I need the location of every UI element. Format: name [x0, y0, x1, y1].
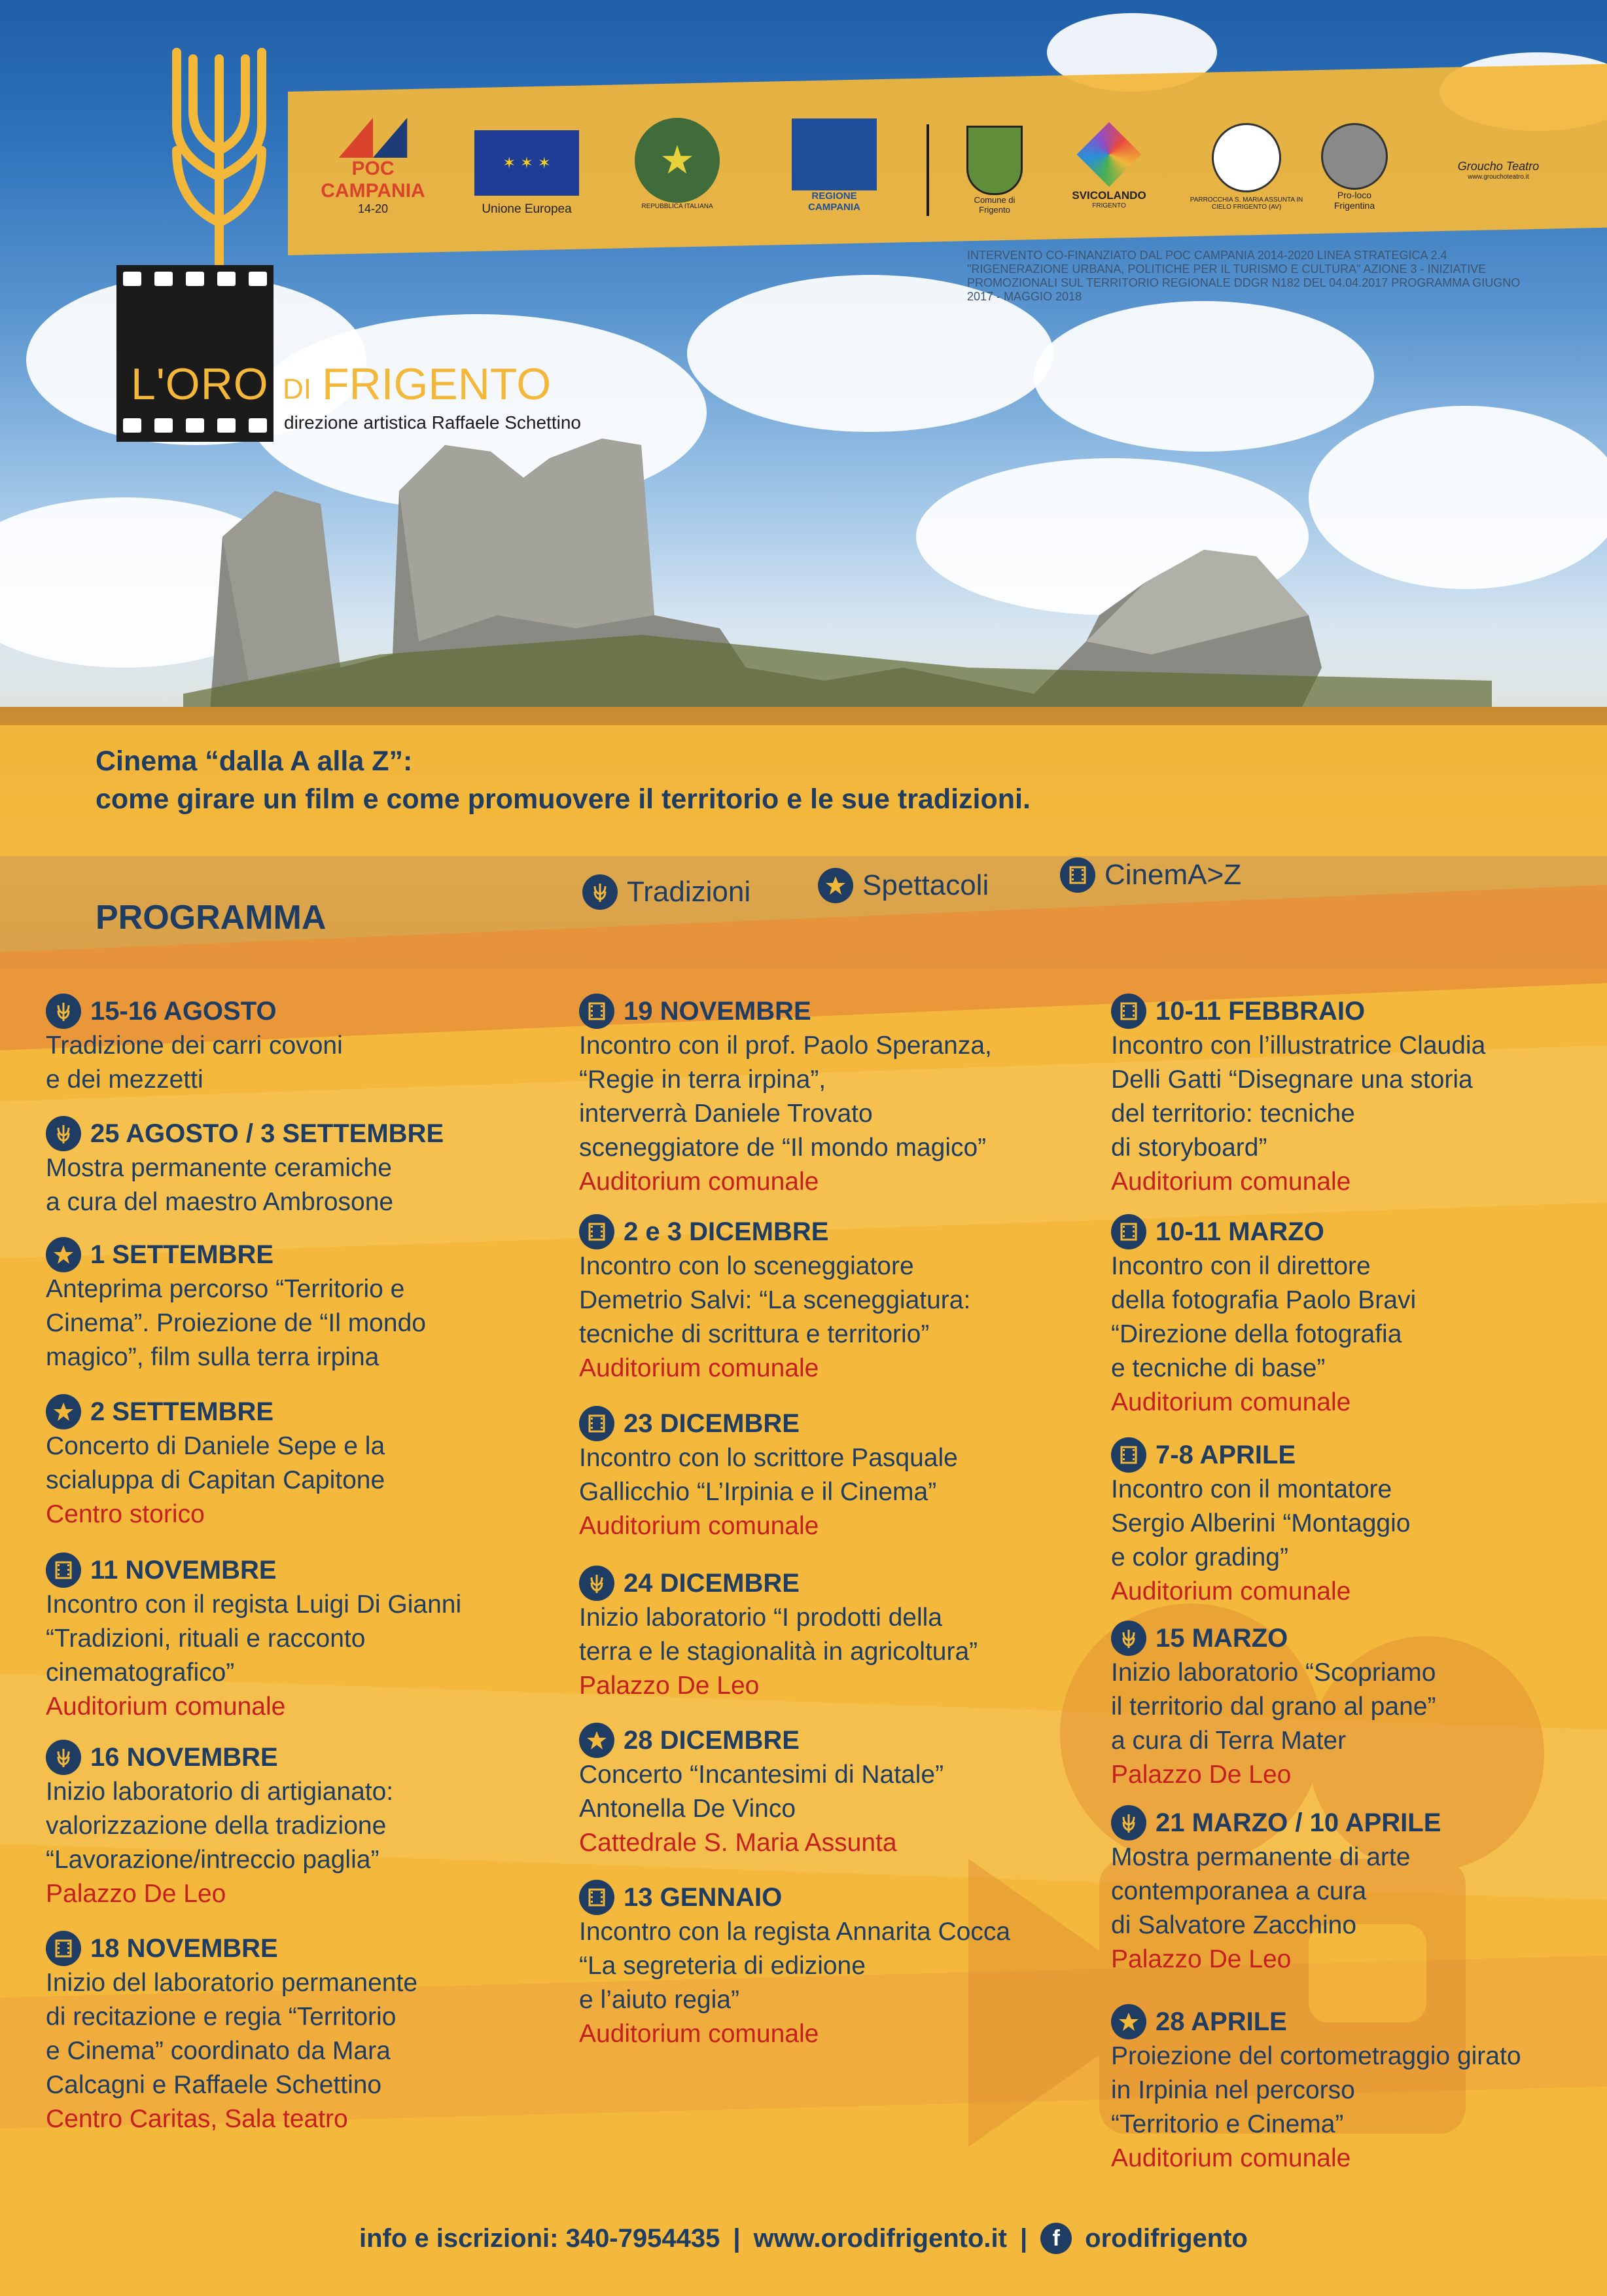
footer	[0, 2193, 1607, 2284]
title-line-1: Cinema “dalla A alla Z”:	[96, 745, 413, 777]
event-location: Auditorium comunale	[579, 1512, 819, 1540]
groucho-sub: www.grouchoteatro.it	[1468, 173, 1529, 181]
brand-frigento: FRIGENTO	[322, 359, 552, 409]
event-item	[46, 1552, 461, 1724]
event-date: 2 e 3 DICEMBRE	[624, 1217, 829, 1246]
event-date: 16 NOVEMBRE	[90, 1743, 278, 1772]
legend-cinema	[1060, 857, 1241, 893]
event-location: Auditorium comunale	[1111, 2144, 1351, 2172]
footer-separator: |	[733, 2223, 741, 2253]
event-date-row	[1111, 1437, 1410, 1473]
event-description: Inizio laboratorio di artigianato: valorizzazione della tradizione “Lavorazione/intreccio paglia”	[46, 1778, 394, 1874]
parrocchia-label: PARROCCHIA S. MARIA ASSUNTA IN CIELO FRIGENTO (AV)	[1190, 196, 1303, 211]
event-description: Proiezione del cortometraggio girato in Irpinia nel percorso “Territorio e Cinema”	[1111, 2042, 1521, 2138]
event-location: Auditorium comunale	[1111, 1168, 1351, 1196]
legend-label: CinemA>Z	[1104, 859, 1242, 891]
repubblica-logo	[628, 111, 726, 216]
svicolando-logo	[1060, 121, 1158, 219]
event-date-row	[1111, 994, 1485, 1029]
event-date-row	[1111, 2004, 1521, 2039]
event-description: Incontro con il regista Luigi Di Gianni “Tradizioni, rituali e racconto cinematografico”	[46, 1590, 462, 1687]
event-location: Palazzo De Leo	[579, 1672, 760, 1700]
eu-logo	[471, 124, 582, 223]
event-date: 15 MARZO	[1156, 1624, 1288, 1653]
event-date-row	[1111, 1805, 1441, 1840]
event-date: 24 DICEMBRE	[624, 1569, 800, 1598]
event-date: 1 SETTEMBRE	[90, 1240, 274, 1269]
groucho-label: Groucho Teatro	[1457, 160, 1540, 173]
event-item	[1111, 2004, 1521, 2176]
event-description: Incontro con l’illustratrice Claudia Delli Gatti “Disegnare una storia del territorio: tecniche di storyboard”	[1111, 1031, 1486, 1162]
wheat-icon	[1111, 1805, 1146, 1840]
event-date: 10-11 FEBBRAIO	[1156, 997, 1366, 1026]
event-date: 28 APRILE	[1156, 2007, 1287, 2036]
event-date-row	[579, 1406, 958, 1441]
event-location: Cattedrale S. Maria Assunta	[579, 1829, 897, 1857]
svicolando-sub: FRIGENTO	[1092, 202, 1126, 209]
film-icon	[1111, 1437, 1146, 1473]
event-item	[1111, 1621, 1436, 1792]
event-item	[579, 1214, 970, 1386]
event-description: Incontro con lo sceneggiatore Demetrio Salvi: “La sceneggiatura: tecniche di scrittura e territorio”	[579, 1252, 971, 1348]
event-date-row	[46, 994, 343, 1029]
comune-label: Comune di Frigento	[974, 195, 1015, 215]
legend-tradizioni	[582, 874, 751, 910]
film-holes	[123, 418, 267, 435]
brand-subtitle: direzione artistica Raffaele Schettino	[284, 412, 581, 433]
programma-heading: PROGRAMMA	[96, 899, 327, 937]
event-date-row	[46, 1394, 385, 1429]
event-item	[579, 1566, 978, 1703]
wheat-icon	[46, 1116, 81, 1151]
event-description: Incontro con il prof. Paolo Speranza, “Regie in terra irpina”, interverrà Daniele Trovato sceneggiatore de “Il mondo magico”	[579, 1031, 992, 1162]
wheat-logo-icon	[170, 46, 268, 281]
event-date-row	[1111, 1621, 1436, 1656]
star-icon	[818, 868, 853, 903]
event-item	[46, 1394, 385, 1532]
event-item	[1111, 1437, 1410, 1609]
event-date-row	[46, 1931, 417, 1966]
wheat-icon	[579, 1566, 614, 1601]
legend-label: Spettacoli	[862, 869, 989, 901]
event-date-row	[579, 1880, 1010, 1915]
poc-label: POC CAMPANIA	[321, 158, 425, 202]
star-icon	[46, 1237, 81, 1272]
event-date-row	[46, 1116, 444, 1151]
film-holes	[123, 272, 267, 289]
comune-shield-icon	[966, 126, 1023, 195]
wheat-icon	[46, 994, 81, 1029]
proloco-label: Pro-loco Frigentina	[1333, 190, 1375, 211]
event-item	[46, 1740, 393, 1911]
event-location: Auditorium comunale	[1111, 1388, 1351, 1416]
svicolando-icon	[1077, 122, 1142, 187]
film-icon	[1060, 857, 1095, 893]
event-date: 11 NOVEMBRE	[90, 1556, 277, 1585]
event-date-row	[579, 1214, 970, 1249]
parrocchia-seal-icon	[1212, 123, 1281, 192]
event-date-row	[46, 1552, 461, 1588]
star-icon	[46, 1394, 81, 1429]
event-location: Auditorium comunale	[46, 1693, 286, 1721]
wheat-icon	[582, 874, 618, 910]
event-title	[96, 742, 1031, 818]
poc-campania-logo	[314, 118, 432, 216]
footer-social[interactable]: orodifrigento	[1085, 2223, 1248, 2253]
footer-separator: |	[1019, 2223, 1028, 2253]
event-date: 25 AGOSTO / 3 SETTEMBRE	[90, 1119, 444, 1148]
event-item	[46, 1116, 444, 1219]
event-location: Auditorium comunale	[579, 1354, 819, 1382]
film-icon	[579, 1214, 614, 1249]
event-date: 10-11 MARZO	[1156, 1217, 1324, 1246]
footer-info: info e iscrizioni: 340-7954435	[359, 2223, 720, 2253]
event-location: Centro storico	[46, 1500, 205, 1528]
event-date-row	[579, 1566, 978, 1601]
poc-sub: 14-20	[357, 202, 389, 215]
repubblica-label: REPUBBLICA ITALIANA	[641, 202, 713, 210]
star-icon	[1111, 2004, 1146, 2039]
event-location: Auditorium comunale	[1111, 1577, 1351, 1605]
event-item	[1111, 1805, 1441, 1977]
wheat-icon	[46, 1740, 81, 1775]
event-item	[579, 1406, 958, 1543]
event-location: Auditorium comunale	[579, 2020, 819, 2048]
logo-divider	[927, 124, 929, 216]
event-location: Auditorium comunale	[579, 1168, 819, 1196]
proloco-logo	[1315, 115, 1394, 219]
regione-campania-logo	[785, 117, 883, 215]
proloco-seal-icon	[1321, 123, 1388, 190]
event-description: Inizio laboratorio “Scopriamo il territorio dal grano al pane” a cura di Terra Mater	[1111, 1659, 1436, 1755]
brand-di: DI	[283, 373, 311, 405]
regione-label: REGIONE CAMPANIA	[808, 190, 860, 213]
event-description: Concerto di Daniele Sepe e la scialuppa di Capitan Capitone	[46, 1432, 385, 1494]
event-description: Tradizione dei carri covoni e dei mezzetti	[46, 1031, 343, 1094]
event-date: 2 SETTEMBRE	[90, 1397, 274, 1426]
film-icon	[46, 1552, 81, 1588]
regione-shield-icon	[792, 118, 877, 190]
wheat-icon	[1111, 1621, 1146, 1656]
castle-ruins	[183, 419, 1492, 720]
event-date: 13 GENNAIO	[624, 1883, 783, 1912]
facebook-icon[interactable]: f	[1040, 2223, 1072, 2254]
event-description: Incontro con il direttore della fotografia Paolo Bravi “Direzione della fotografia e tecniche di base”	[1111, 1252, 1417, 1382]
event-location: Palazzo De Leo	[1111, 1945, 1292, 1973]
eu-label: Unione Europea	[482, 202, 572, 216]
event-description: Mostra permanente ceramiche a cura del maestro Ambrosone	[46, 1154, 394, 1216]
film-icon	[1111, 1214, 1146, 1249]
event-item	[1111, 994, 1485, 1199]
event-date-row	[1111, 1214, 1416, 1249]
legend-label: Tradizioni	[627, 876, 751, 908]
event-date: 23 DICEMBRE	[624, 1409, 800, 1438]
film-icon	[579, 1880, 614, 1915]
star-icon	[579, 1723, 614, 1758]
event-date: 15-16 AGOSTO	[90, 997, 277, 1026]
event-date-row	[46, 1740, 393, 1775]
film-icon	[579, 1406, 614, 1441]
comune-logo	[955, 118, 1034, 223]
film-icon	[46, 1931, 81, 1966]
funding-notice: INTERVENTO CO-FINANZIATO DAL POC CAMPANIA 2014-2020 LINEA STRATEGICA 2.4 "RIGENERAZIONE URBANA, POLITICHE PER IL TURISMO E CULTURA" AZIONE 3 - INIZIATIVE PROMOZIONALI SUL TERRITORIO REGIONALE DDGR N182 DEL 04.04.2017 PROGRAMMA GIUGNO 2017 - MAGGIO 2018	[967, 249, 1521, 303]
event-date-row	[46, 1237, 426, 1272]
event-description: Inizio laboratorio “I prodotti della terra e le stagionalità in agricoltura”	[579, 1604, 978, 1666]
poc-triangles-icon	[334, 118, 412, 158]
event-item	[579, 994, 992, 1199]
event-item	[46, 994, 343, 1097]
event-item	[46, 1237, 426, 1374]
film-icon	[1111, 994, 1146, 1029]
eu-flag-icon: ✶ ✶ ✶	[474, 130, 579, 196]
event-date: 21 MARZO / 10 APRILE	[1156, 1808, 1441, 1837]
event-date-row	[579, 1723, 944, 1758]
svicolando-label: SVICOLANDO	[1072, 188, 1146, 202]
parrocchia-logo	[1184, 115, 1309, 219]
event-description: Incontro con lo scrittore Pasquale Gallicchio “L’Irpinia e il Cinema”	[579, 1444, 958, 1506]
footer-website[interactable]: www.orodifrigento.it	[753, 2223, 1007, 2253]
film-icon	[579, 994, 614, 1029]
event-location: Palazzo De Leo	[1111, 1761, 1292, 1789]
event-description: Mostra permanente di arte contemporanea a cura di Salvatore Zacchino	[1111, 1843, 1411, 1939]
event-description: Concerto “Incantesimi di Natale” Antonella De Vinco	[579, 1761, 944, 1823]
event-date: 18 NOVEMBRE	[90, 1934, 278, 1963]
event-location: Palazzo De Leo	[46, 1880, 226, 1908]
legend-spettacoli	[818, 868, 989, 903]
event-date: 19 NOVEMBRE	[624, 997, 811, 1026]
brand-oro: L'ORO	[131, 359, 269, 409]
event-description: Incontro con il montatore Sergio Alberini “Montaggio e color grading”	[1111, 1475, 1411, 1571]
title-line-2: come girare un film e come promuovere il territorio e le sue tradizioni.	[96, 783, 1031, 815]
film-frame-logo	[116, 265, 274, 442]
event-description: Inizio del laboratorio permanente di recitazione e regia “Territorio e Cinema” coordinato da Mara Calcagni e Raffaele Schettino	[46, 1969, 418, 2099]
event-description: Anteprima percorso “Territorio e Cinema”. Proiezione de “Il mondo magico”, film sulla terra irpina	[46, 1275, 426, 1371]
event-location: Centro Caritas, Sala teatro	[46, 2105, 348, 2133]
event-item	[579, 1723, 944, 1860]
event-date: 7-8 APRILE	[1156, 1441, 1296, 1469]
event-item	[46, 1931, 417, 2136]
emblem-icon: ★	[635, 118, 720, 203]
event-description: Incontro con la regista Annarita Cocca “La segreteria di edizione e l’aiuto regia”	[579, 1918, 1011, 2014]
event-item	[579, 1880, 1010, 2051]
groucho-logo	[1426, 144, 1570, 196]
event-date-row	[579, 994, 992, 1029]
event-date: 28 DICEMBRE	[624, 1726, 800, 1755]
event-item	[1111, 1214, 1416, 1420]
